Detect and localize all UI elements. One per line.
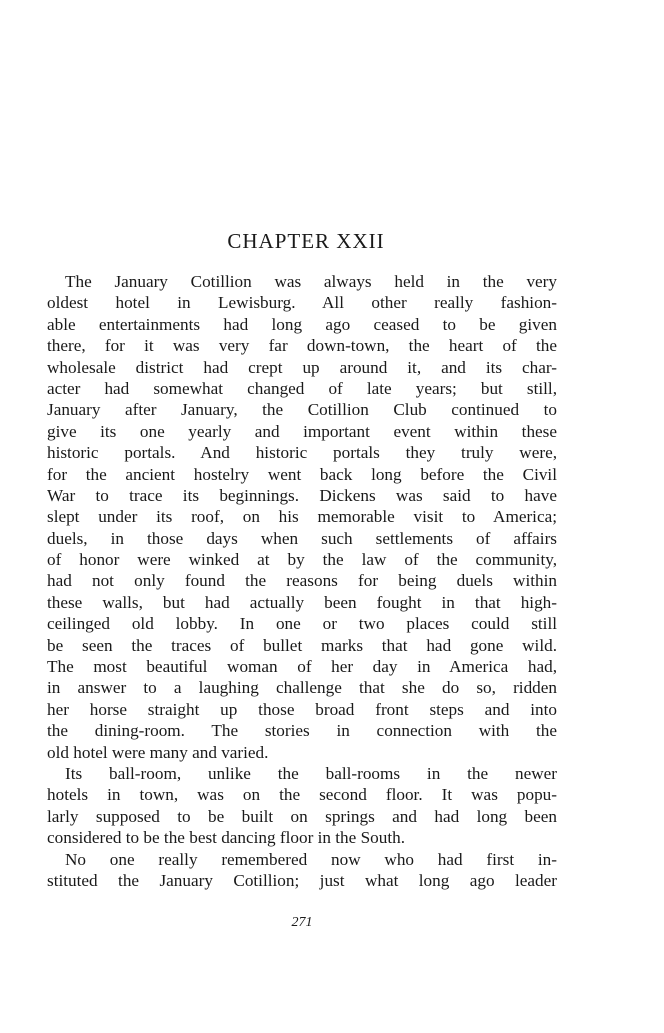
text-line: War to trace its beginnings. Dickens was said to have <box>47 485 557 505</box>
text-line: the dining-room. The stories in connection with the <box>47 721 557 741</box>
text-line: able entertainments had long ago ceased to be given <box>47 314 557 334</box>
text-line: these walls, but had actually been fought in that high- <box>47 592 557 612</box>
chapter-body-text <box>47 271 557 891</box>
text-line: hotels in town, was on the second floor. It was popu- <box>47 785 557 805</box>
page-number: 271 <box>291 915 313 930</box>
text-line: ceilinged old lobby. In one or two places could still <box>47 614 557 634</box>
text-line: The January Cotillion was always held in the very <box>65 272 557 291</box>
text-line: for the ancient hostelry went back long before the Civil <box>47 464 557 484</box>
text-line: historic portals. And historic portals they truly were, <box>47 443 557 463</box>
chapter-title: CHAPTER XXII <box>227 229 385 253</box>
text-line: of honor were winked at by the law of the community, <box>47 550 557 570</box>
text-line: Its ball-room, unlike the ball-rooms in the newer <box>65 763 557 783</box>
text-line: old hotel were many and varied. <box>47 742 269 762</box>
text-line: duels, in those days when such settlements of affairs <box>47 528 557 548</box>
text-line: January after January, the Cotillion Club continued to <box>47 400 557 420</box>
text-line: larly supposed to be built on springs and had long been <box>47 806 557 826</box>
text-line: oldest hotel in Lewisburg. All other really fashion- <box>47 293 557 313</box>
text-line: be seen the traces of bullet marks that had gone wild. <box>47 635 557 655</box>
text-line: in answer to a laughing challenge that she do so, ridden <box>47 678 557 698</box>
text-line: considered to be the best dancing floor in the South. <box>47 828 405 848</box>
text-line: wholesale district had crept up around it, and its char- <box>47 357 557 377</box>
text-line: her horse straight up those broad front steps and into <box>47 699 557 719</box>
text-line: No one really remembered now who had first in- <box>65 849 557 869</box>
text-line: give its one yearly and important event within these <box>47 421 557 441</box>
text-line: stituted the January Cotillion; just what long ago leader <box>47 870 557 890</box>
text-line: there, for it was very far down-town, the heart of the <box>47 336 557 356</box>
text-line: acter had somewhat changed of late years; but still, <box>47 378 557 398</box>
text-line: The most beautiful woman of her day in America had, <box>47 657 557 677</box>
text-line: slept under its roof, on his memorable visit to America; <box>47 507 557 527</box>
text-line: had not only found the reasons for being duels within <box>47 571 557 591</box>
